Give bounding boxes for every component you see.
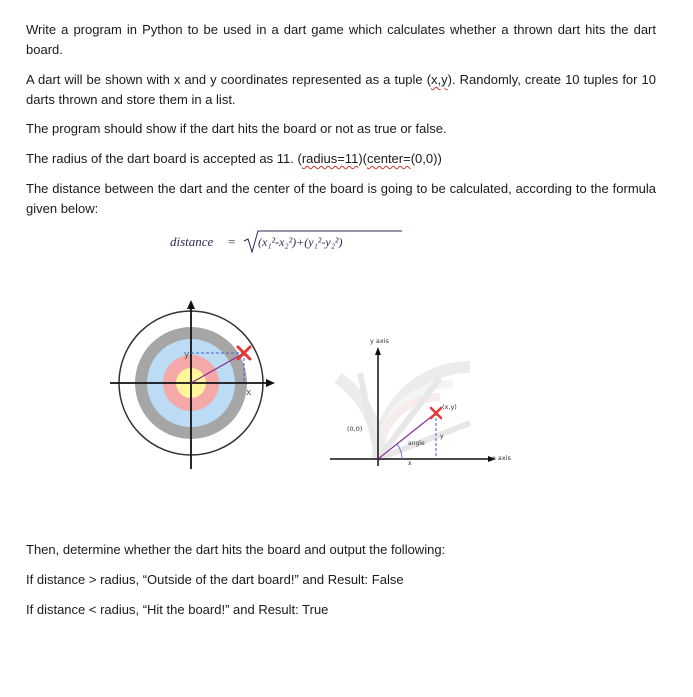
tuple-coordinate: x,y xyxy=(431,72,448,87)
radius-text-start: The radius of the dart board is accepted as 11. ( xyxy=(26,151,302,166)
tuple-paragraph xyxy=(26,70,656,110)
x-axis-arrow xyxy=(266,379,275,387)
tuple-text-start: A dart will be shown with x and y coordinates represented as a tuple ( xyxy=(26,72,432,87)
vector-y-label: y xyxy=(440,433,444,440)
hit-condition: If distance < radius, “Hit the board!” and Result: True xyxy=(26,602,329,617)
formula-lhs: distance xyxy=(170,234,214,249)
target-x-label: x xyxy=(246,388,252,398)
x-axis-label: x axis xyxy=(492,454,511,462)
target-y-label: y xyxy=(184,350,190,360)
radius-paragraph xyxy=(26,149,656,169)
intro-paragraph: Write a program in Python to be used in a dart game which calculates whether a thrown dart hits the dart board. xyxy=(26,22,656,57)
tuple-text-end: ). Randomly, create 10 tuples for 10 darts thrown and store them in a list. xyxy=(26,72,657,107)
y-axis-arrow xyxy=(187,300,195,309)
target-diagram xyxy=(100,295,290,480)
formula-equals: = xyxy=(228,234,236,249)
point-label: (x,y) xyxy=(442,403,457,411)
center-value: (0,0)) xyxy=(410,151,442,166)
vector-x-label: x xyxy=(408,460,412,467)
faded-dartboard xyxy=(338,367,470,459)
true-false-paragraph: The program should show if the dart hits the board or not as true or false. xyxy=(26,121,447,136)
center-label: center= xyxy=(366,151,411,166)
formula-body: (x₁²-x₂²)+(y₁²-y₂²) xyxy=(258,235,343,249)
determine-paragraph: Then, determine whether the dart hits the board and output the following: xyxy=(26,542,446,557)
distance-paragraph: The distance between the dart and the center of the board is going to be calculated, according to the formula given below: xyxy=(26,181,656,216)
angle-label: angle xyxy=(408,440,425,447)
outside-condition: If distance > radius, “Outside of the dart board!” and Result: False xyxy=(26,572,404,587)
dart-y-axis-arrow xyxy=(375,347,381,355)
radius-value: radius=11 xyxy=(301,151,359,166)
radius-text-mid: )( xyxy=(358,151,367,166)
y-axis-label: y axis xyxy=(370,337,389,345)
dartboard-coordinate-diagram xyxy=(330,333,520,468)
origin-label: (0,0) xyxy=(347,425,363,433)
distance-formula xyxy=(170,228,410,260)
dart-point-marker xyxy=(431,408,441,418)
